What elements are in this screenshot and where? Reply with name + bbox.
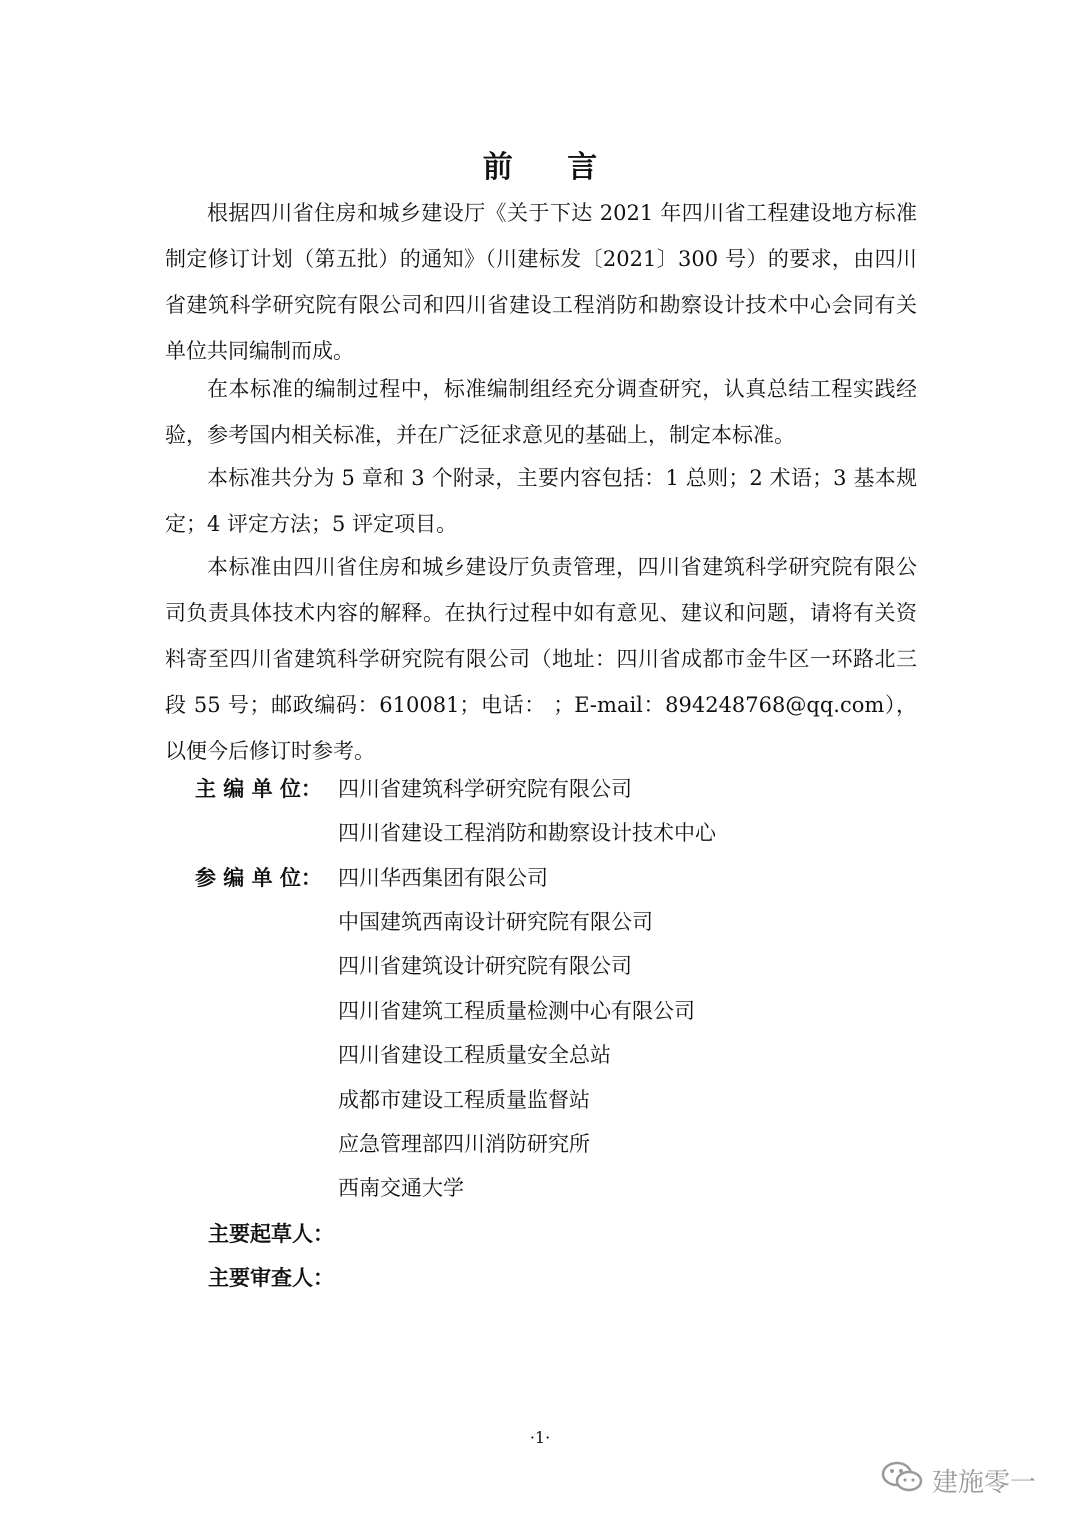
chief-editor-row bbox=[195, 767, 632, 811]
participating-unit: 四川华西集团有限公司 bbox=[338, 866, 548, 890]
participating-label: 参 编 单 位： bbox=[195, 865, 322, 890]
preface-paragraph-3: 本标准共分为 5 章和 3 个附录，主要内容包括：1 总则；2 术语；3 基本规定；4 评定方法；5 评定项目。 bbox=[165, 466, 917, 536]
watermark bbox=[880, 1458, 1036, 1502]
preface-paragraph-1: 根据四川省住房和城乡建设厅《关于下达 2021 年四川省工程建设地方标准制定修订计划（第五批）的通知》（川建标发〔2021〕300 号）的要求，由四川省建筑科学研究院有限公司和四川省建设工程消防和勘察设计技术中心会同有关单位共同编制而成。 bbox=[165, 201, 917, 363]
preface-paragraph-4: 本标准由四川省住房和城乡建设厅负责管理，四川省建筑科学研究院有限公司负责具体技术内容的解释。在执行过程中如有意见、建议和问题，请将有关资料寄至四川省建筑科学研究院有限公司（地址：四川省成都市金牛区一环路北三段 55 号；邮政编码：610081；电话： ；E-mail：894248768@qq.com），以便今后修订时参考。 bbox=[165, 555, 917, 763]
participating-row bbox=[195, 856, 548, 900]
participating-unit: 西南交通大学 bbox=[338, 1176, 464, 1200]
page-title: 前 言 bbox=[482, 150, 620, 185]
page-number: ·1· bbox=[529, 1428, 551, 1447]
wechat-icon bbox=[880, 1459, 932, 1502]
main-drafters-label: 主要起草人： bbox=[208, 1221, 334, 1246]
participating-unit: 中国建筑西南设计研究院有限公司 bbox=[338, 910, 653, 934]
watermark-text: 建施零一 bbox=[932, 1467, 1037, 1498]
preface-paragraph-2: 在本标准的编制过程中，标准编制组经充分调查研究，认真总结工程实践经验，参考国内相关标准，并在广泛征求意见的基础上，制定本标准。 bbox=[165, 377, 917, 447]
participating-unit: 成都市建设工程质量监督站 bbox=[338, 1088, 590, 1112]
participating-unit: 四川省建设工程质量安全总站 bbox=[338, 1043, 611, 1067]
participating-unit: 四川省建筑设计研究院有限公司 bbox=[338, 954, 632, 978]
participating-unit: 四川省建筑工程质量检测中心有限公司 bbox=[338, 999, 695, 1023]
chief-editor-unit: 四川省建筑科学研究院有限公司 bbox=[338, 777, 632, 801]
chief-editor-label: 主 编 单 位： bbox=[195, 776, 322, 801]
main-reviewers-label: 主要审查人： bbox=[208, 1265, 334, 1290]
participating-unit: 应急管理部四川消防研究所 bbox=[338, 1132, 590, 1156]
chief-editor-unit: 四川省建设工程消防和勘察设计技术中心 bbox=[338, 821, 716, 845]
